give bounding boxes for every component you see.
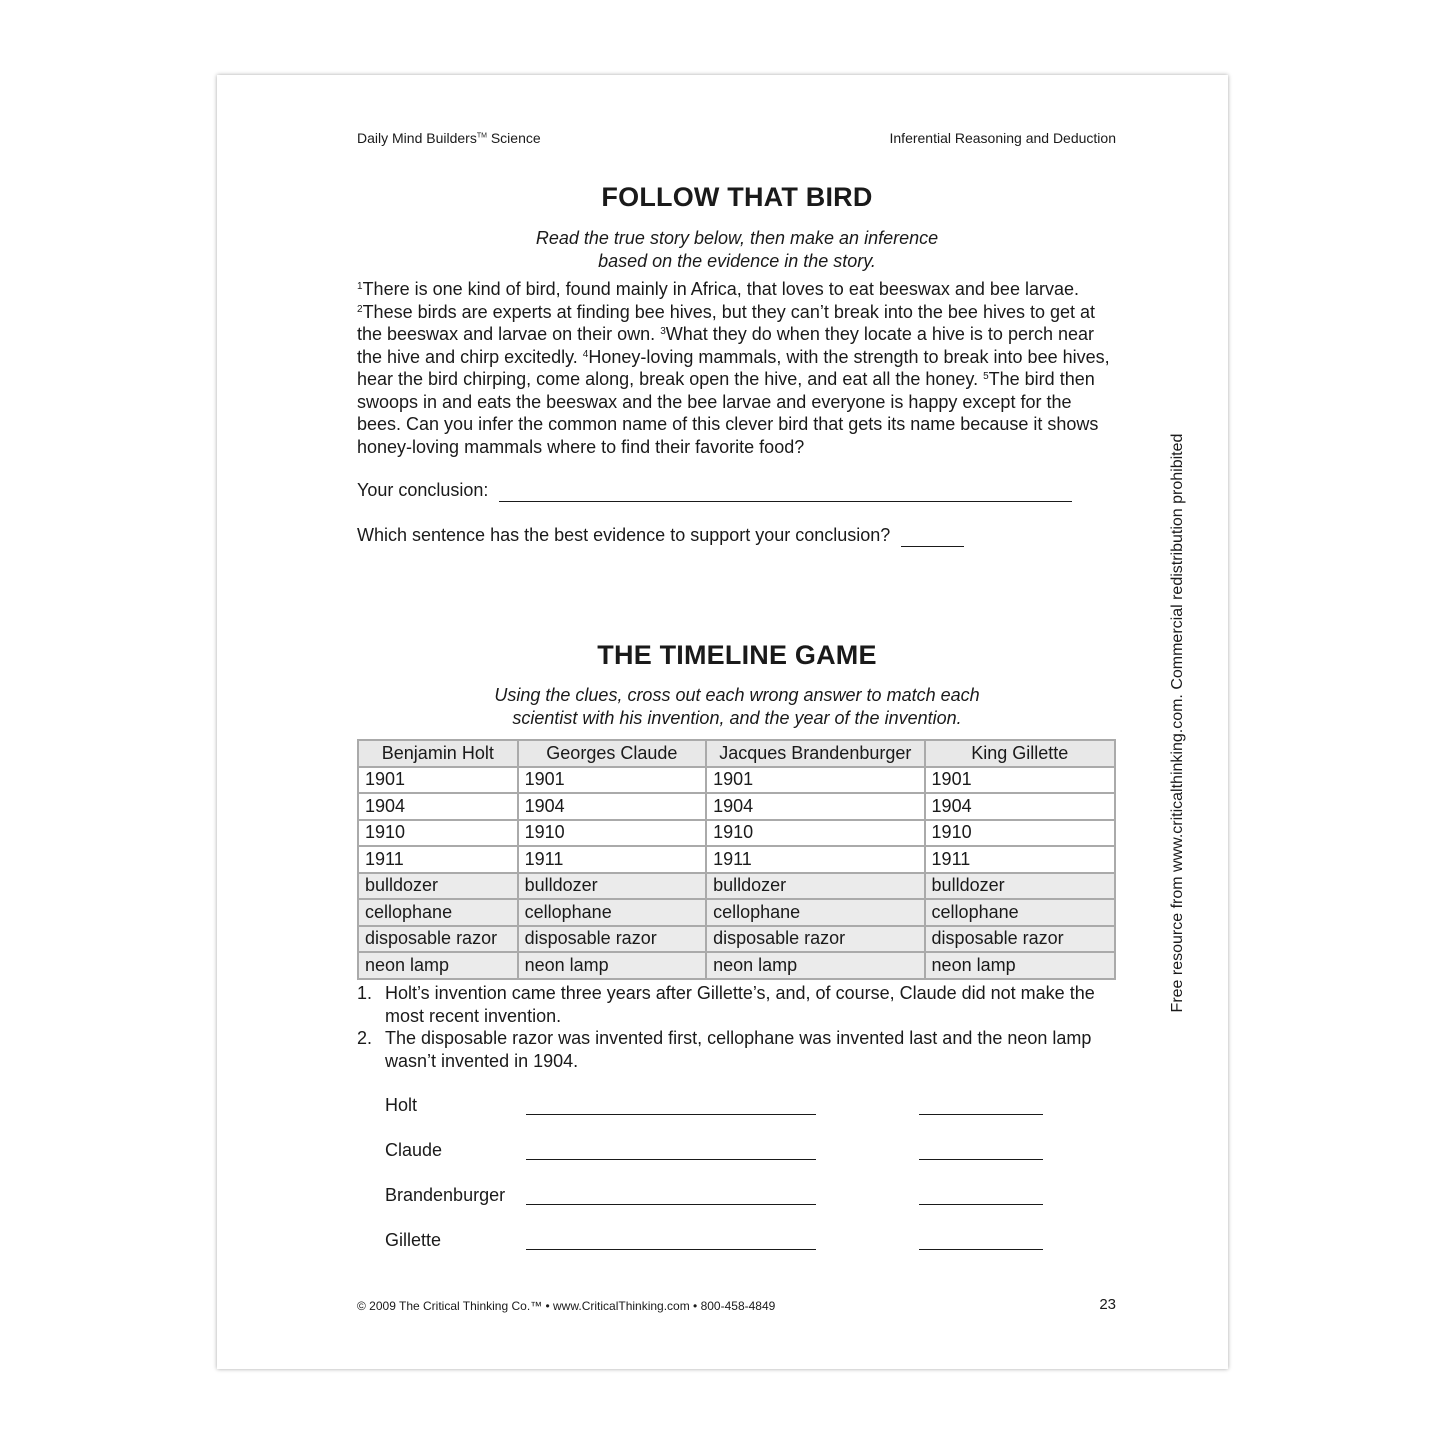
invention-row <box>358 952 1115 979</box>
grid-cell[interactable]: cellophane <box>358 899 518 926</box>
year-row <box>358 767 1115 794</box>
sentence-number: 5 <box>983 371 989 382</box>
clue-number: 2. <box>357 1028 373 1048</box>
trademark-mark: TM <box>476 132 487 140</box>
grid-cell[interactable]: 1910 <box>518 820 706 847</box>
brandenburger-year-line[interactable] <box>919 1204 1043 1205</box>
conclusion-row <box>357 480 1072 502</box>
grid-cell[interactable]: cellophane <box>518 899 706 926</box>
grid-cell[interactable]: 1910 <box>358 820 518 847</box>
section1-title: FOLLOW THAT BIRD <box>601 182 873 212</box>
grid-cell[interactable]: cellophane <box>706 899 924 926</box>
page-number: 23 <box>1099 1296 1116 1313</box>
story-sentence: Honey-loving mammals, with the strength to break into bee hives, hear the bird chirping, come along, break open the hive, and eat all the honey. <box>357 346 1110 389</box>
grid-cell[interactable]: 1904 <box>518 793 706 820</box>
answer-label-claude: Claude <box>385 1140 443 1160</box>
scientist-header: King Gillette <box>925 740 1115 767</box>
worksheet-page <box>217 75 1228 1369</box>
claude-year-line[interactable] <box>919 1159 1043 1160</box>
header-series-name: Daily Mind Builders <box>357 130 477 146</box>
header-subject: Science <box>490 130 541 146</box>
sentence-number: 1 <box>357 281 363 292</box>
answer-label-brandenburger: Brandenburger <box>385 1185 506 1205</box>
scientist-header: Jacques Brandenburger <box>706 740 924 767</box>
grid-cell[interactable]: 1901 <box>358 767 518 794</box>
invention-row <box>358 873 1115 900</box>
grid-cell[interactable]: neon lamp <box>358 952 518 979</box>
grid-cell[interactable]: disposable razor <box>706 926 924 953</box>
brandenburger-invention-line[interactable] <box>526 1204 816 1205</box>
grid-cell[interactable]: disposable razor <box>358 926 518 953</box>
holt-year-line[interactable] <box>919 1114 1043 1115</box>
answer-label-gillette: Gillette <box>385 1230 442 1250</box>
conclusion-answer-line[interactable] <box>499 480 1072 502</box>
invention-row <box>358 899 1115 926</box>
evidence-row <box>357 525 964 547</box>
grid-cell[interactable]: bulldozer <box>518 873 706 900</box>
grid-cell[interactable]: bulldozer <box>358 873 518 900</box>
evidence-answer-line[interactable] <box>901 525 964 547</box>
section2-instructions <box>217 684 1257 729</box>
grid-cell[interactable]: 1910 <box>925 820 1115 847</box>
clue-text: The disposable razor was invented first, cellophane was invented last and the neon lamp wasn’t invented in 1904. <box>385 1028 1092 1071</box>
year-row <box>358 793 1115 820</box>
sentence-number: 4 <box>582 348 589 360</box>
grid-cell[interactable]: 1901 <box>518 767 706 794</box>
grid-cell[interactable]: 1901 <box>925 767 1115 794</box>
story-sentence: These birds are experts at finding bee hives, but they can’t break into the bee hives to get at the beeswax and larvae on their own. <box>357 301 1096 344</box>
grid-cell[interactable]: cellophane <box>925 899 1115 926</box>
section1-instructions <box>217 227 1257 272</box>
grid-cell[interactable]: disposable razor <box>925 926 1115 953</box>
grid-header-row <box>358 740 1115 767</box>
grid-cell[interactable]: 1911 <box>358 846 518 873</box>
footer-copyright: © 2009 The Critical Thinking Co.™ • www.CriticalThinking.com • 800-458-4849 <box>357 1299 776 1313</box>
answer-label-holt: Holt <box>385 1095 418 1115</box>
conclusion-label: Your conclusion: <box>357 480 489 500</box>
grid-cell[interactable]: 1911 <box>925 846 1115 873</box>
grid-cell[interactable]: neon lamp <box>706 952 924 979</box>
header-right: Inferential Reasoning and Deduction <box>889 130 1116 146</box>
gillette-year-line[interactable] <box>919 1249 1043 1250</box>
side-note-text: Free resource from www.criticalthinking.com. Commercial redistribution prohibited <box>1169 433 1186 1013</box>
grid-cell[interactable]: neon lamp <box>925 952 1115 979</box>
section2-title: THE TIMELINE GAME <box>597 640 877 670</box>
grid-cell[interactable]: neon lamp <box>518 952 706 979</box>
grid-cell[interactable]: 1901 <box>706 767 924 794</box>
sentence-number: 3 <box>660 326 666 337</box>
story-sentence: What they do when they locate a hive is to perch near the hive and chirp excitedly. <box>357 324 1094 367</box>
grid-cell[interactable]: disposable razor <box>518 926 706 953</box>
side-note <box>1169 400 1187 1046</box>
story-sentence: The bird then swoops in and eats the beeswax and the bee larvae and everyone is happy except for the bees. Can you infer the common name of this clever bird that gets its name because it shows honey-loving mammals where to find their favorite food? <box>357 369 1099 457</box>
clue-item <box>357 982 1117 1027</box>
grid-cell[interactable]: 1904 <box>706 793 924 820</box>
section1-instructions-line2: based on the evidence in the story. <box>598 250 876 271</box>
grid-cell[interactable]: bulldozer <box>925 873 1115 900</box>
grid-cell[interactable]: 1911 <box>706 846 924 873</box>
holt-invention-line[interactable] <box>526 1114 816 1115</box>
grid-cell[interactable]: 1911 <box>518 846 706 873</box>
gillette-invention-line[interactable] <box>526 1249 816 1250</box>
section1-instructions-line1: Read the true story below, then make an inference <box>535 228 939 248</box>
clue-text: Holt’s invention came three years after Gillette’s, and, of course, Claude did not make the most recent invention. <box>385 983 1095 1026</box>
section2-instructions-line2: scientist with his invention, and the year of the invention. <box>512 707 962 728</box>
grid-cell[interactable]: 1904 <box>358 793 518 820</box>
evidence-question: Which sentence has the best evidence to support your conclusion? <box>357 525 891 545</box>
logic-grid <box>357 739 1116 980</box>
year-row <box>358 820 1115 847</box>
story-paragraph <box>357 278 1117 458</box>
grid-cell[interactable]: 1910 <box>706 820 924 847</box>
clue-item <box>357 1027 1117 1072</box>
year-row <box>358 846 1115 873</box>
invention-row <box>358 926 1115 953</box>
clues-list <box>357 982 1117 1072</box>
clue-number: 1. <box>357 983 373 1003</box>
section2-instructions-line1: Using the clues, cross out each wrong answer to match each <box>494 685 980 705</box>
grid-cell[interactable]: bulldozer <box>706 873 924 900</box>
story-sentence: There is one kind of bird, found mainly in Africa, that loves to eat beeswax and bee larvae. <box>362 279 1079 299</box>
scientist-header: Georges Claude <box>518 740 706 767</box>
sentence-number: 2 <box>357 303 363 315</box>
claude-invention-line[interactable] <box>526 1159 816 1160</box>
scientist-header: Benjamin Holt <box>358 740 518 767</box>
header-left <box>357 130 541 146</box>
grid-cell[interactable]: 1904 <box>925 793 1115 820</box>
